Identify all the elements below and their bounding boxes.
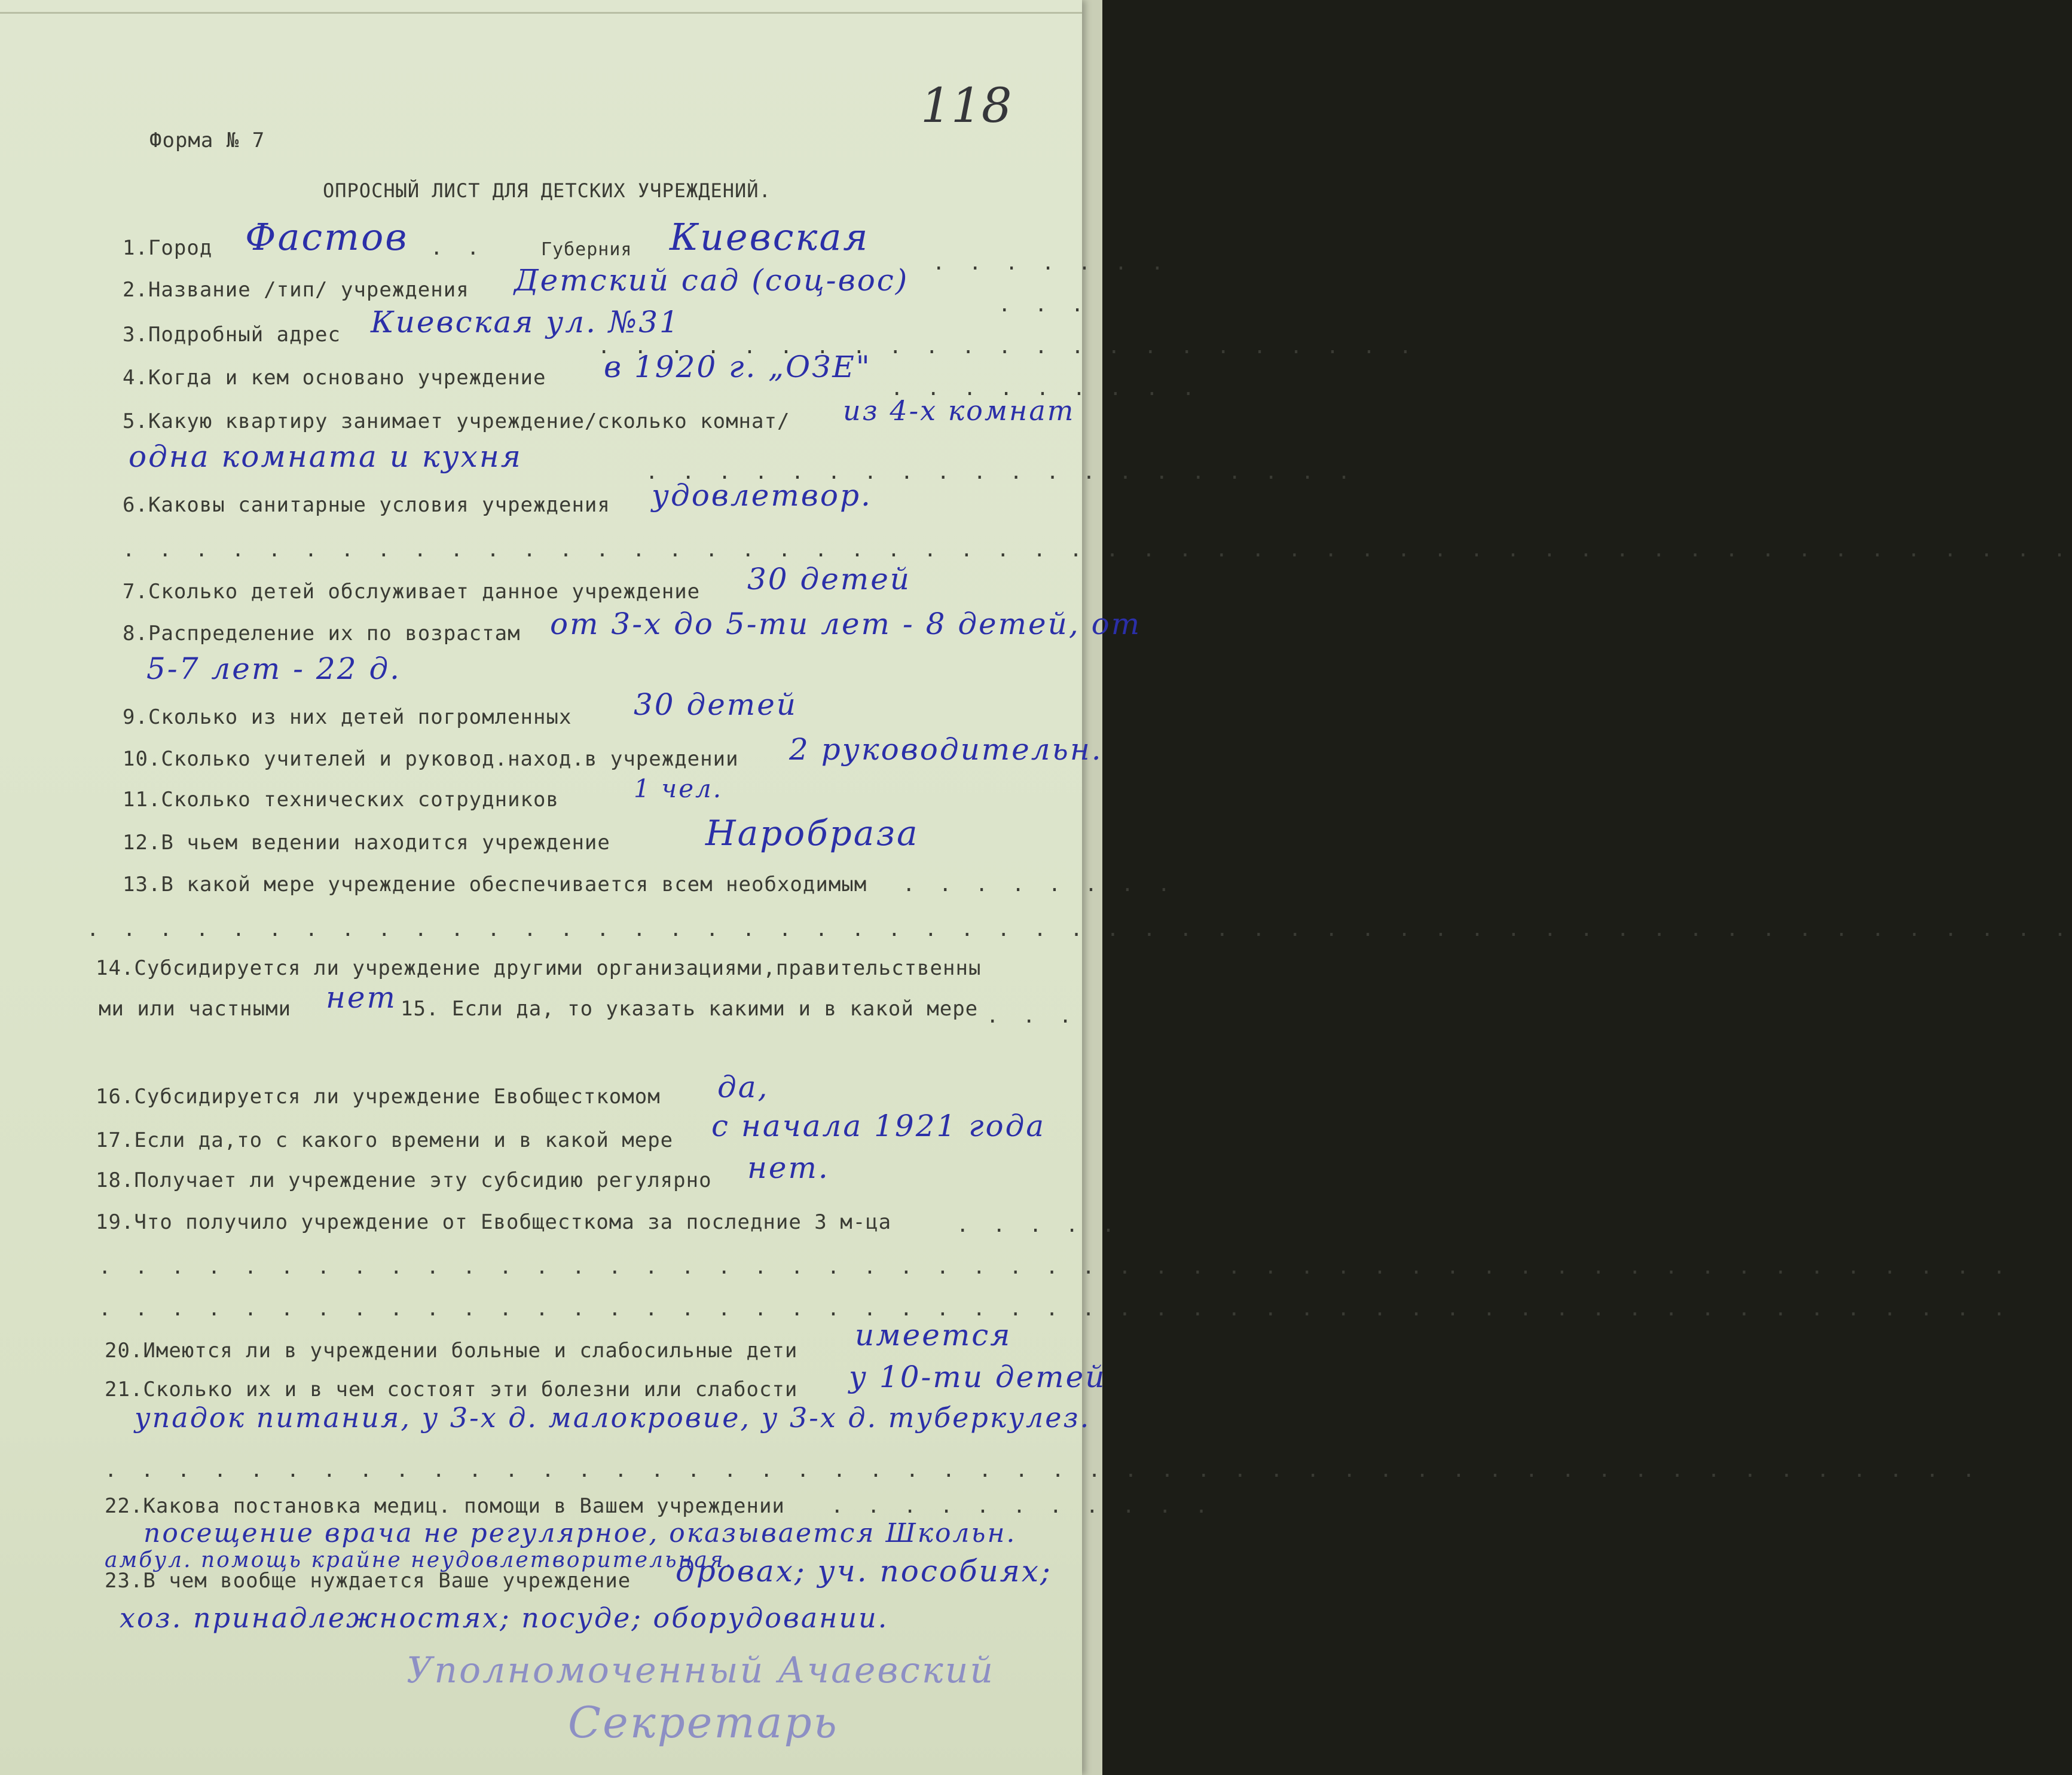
- q6-dots: . . . . . . . . . . . . . . . . . . . . . . . . . . . . . . . . . . . . . . . . . . . . . . . . . . . . . .: [123, 538, 2072, 562]
- q13-dots-2: . . . . . . . . . . . . . . . . . . . . . . . . . . . . . . . . . . . . . . . . . . . . . . . . . . . . . . .: [87, 917, 2072, 941]
- q19-dots-3: . . . . . . . . . . . . . . . . . . . . . . . . . . . . . . . . . . . . . . . . . . . . . . . . . . . . .: [99, 1297, 2012, 1321]
- q18-label: 18.Получает ли учреждение эту субсидию регулярно: [96, 1168, 712, 1192]
- q15-label: 15. Если да, то указать какими и в какой мере: [401, 997, 979, 1021]
- q3-label: 3.Подробный адрес: [123, 323, 341, 347]
- page-number: 118: [921, 78, 1012, 133]
- q3-value: Киевская ул. №31: [371, 305, 680, 339]
- q1-gubernia-value: Киевская: [670, 215, 870, 259]
- q10-label: 10.Сколько учителей и руковод.наход.в учреждении: [123, 747, 739, 771]
- q8-value: от 3-х до 5-ти лет - 8 детей, от: [550, 607, 1142, 641]
- q5-dots: . . . . . . . . . . . . . . . . . . . .: [646, 460, 1356, 484]
- q1-city-value: Фастов: [245, 215, 409, 259]
- q8-label: 8.Распределение их по возрастам: [123, 622, 521, 645]
- q11-label: 11.Сколько технических сотрудников: [123, 788, 559, 812]
- q15-dots: . . .: [986, 1004, 1078, 1028]
- q13-dots: . . . . . . . .: [903, 873, 1176, 896]
- q23-value-2: хоз. принадлежностях; посуде; оборудовании.: [120, 1602, 889, 1634]
- q11-value: 1 чел.: [634, 774, 723, 803]
- q5-value-2: одна комната и кухня: [129, 439, 522, 474]
- q20-label: 20.Имеются ли в учреждении больные и слабосильные дети: [105, 1339, 798, 1363]
- q19-dots: . . . . .: [956, 1213, 1121, 1237]
- q3-dots: . . . . . . . . . . . . . . . . . . . . . . .: [598, 335, 1418, 359]
- form-title: ОПРОСНЫЙ ЛИСТ ДЛЯ ДЕТСКИХ УЧРЕЖДЕНИЙ.: [323, 179, 771, 202]
- q4-label: 4.Когда и кем основано учреждение: [123, 366, 546, 390]
- q19-dots-2: . . . . . . . . . . . . . . . . . . . . . . . . . . . . . . . . . . . . . . . . . . . . . . . . . . . . .: [99, 1255, 2012, 1279]
- q22-value: посещение врача не регулярное, оказывается Школьн.: [143, 1518, 1017, 1548]
- q21-label: 21.Сколько их и в чем состоят эти болезни или слабости: [105, 1378, 798, 1401]
- q1-dots-2: . . . . . . .: [933, 251, 1170, 275]
- q18-value: нет.: [747, 1150, 830, 1185]
- q2-label: 2.Название /тип/ учреждения: [123, 278, 469, 302]
- q21-value-2: упадок питания, у 3-х д. малокровие, у 3-х д. туберкулез.: [135, 1401, 1091, 1434]
- q20-value: имеется: [855, 1318, 1012, 1352]
- q23-value: дровах; уч. пособиях;: [676, 1554, 1052, 1589]
- q23-label: 23.В чем вообще нуждается Ваше учреждение: [105, 1569, 631, 1593]
- q9-value: 30 детей: [634, 687, 797, 722]
- q1-dots: . .: [430, 236, 485, 260]
- q19-label: 19.Что получило учреждение от Евобщесткома за последние 3 м-ца: [96, 1210, 892, 1234]
- q17-value: с начала 1921 года: [711, 1109, 1046, 1143]
- q5-label: 5.Какую квартиру занимает учреждение/сколько комнат/: [123, 409, 790, 433]
- q21-dots: . . . . . . . . . . . . . . . . . . . . . . . . . . . . . . . . . . . . . . . . . . . . . . . . . . . .: [105, 1458, 1981, 1482]
- q22-value-2: амбул. помощь крайне неудовлетворительная.: [105, 1548, 734, 1572]
- q4-dots: . . . . . . . . .: [891, 377, 1200, 400]
- q16-label: 16.Субсидируется ли учреждение Евобщесткомом: [96, 1085, 661, 1109]
- q7-label: 7.Сколько детей обслуживает данное учреждение: [123, 580, 701, 604]
- q14-label-2: ми или частными: [99, 997, 292, 1021]
- q5-value: из 4-х комнат: [843, 394, 1075, 427]
- q12-label: 12.В чьем ведении находится учреждение: [123, 831, 610, 855]
- q9-label: 9.Сколько из них детей погромленных: [123, 705, 572, 729]
- q13-label: 13.В какой мере учреждение обеспечивается всем необходимым: [123, 873, 867, 896]
- q14-label: 14.Субсидируется ли учреждение другими организациями,правительственны: [96, 956, 982, 980]
- q2-dots: . . .: [998, 293, 1090, 317]
- q2-value: Детский сад (соц-вос): [514, 263, 909, 298]
- q21-value: у 10-ти детей: [849, 1360, 1107, 1394]
- q4-value: в 1920 г. „ОЗЕ": [604, 350, 872, 384]
- signature-sekretar: Секретарь: [568, 1697, 839, 1748]
- q14-value: нет: [326, 980, 397, 1015]
- q22-dots: . . . . . . . . . . .: [831, 1494, 1214, 1518]
- form-label: Форма № 7: [149, 128, 265, 152]
- signature-upolnomochenny: Уполномоченный Ачаевский: [407, 1649, 995, 1691]
- q1-gubernia-label: Губерния: [541, 239, 632, 260]
- q12-value: Наробраза: [705, 813, 919, 853]
- page-top-edge: [0, 12, 1082, 14]
- q6-value: удовлетвор.: [652, 478, 872, 513]
- q1-city-label: 1.Город: [123, 236, 213, 260]
- q10-value: 2 руководительн.: [789, 732, 1103, 767]
- q17-label: 17.Если да,то с какого времени и в какой мере: [96, 1128, 674, 1152]
- q7-value: 30 детей: [747, 562, 911, 596]
- q6-label: 6.Каковы санитарные условия учреждения: [123, 493, 610, 517]
- q16-value: да,: [717, 1070, 769, 1104]
- q22-label: 22.Какова постановка медиц. помощи в Вашем учреждении: [105, 1494, 785, 1518]
- q8-value-2: 5-7 лет - 22 д.: [146, 651, 402, 686]
